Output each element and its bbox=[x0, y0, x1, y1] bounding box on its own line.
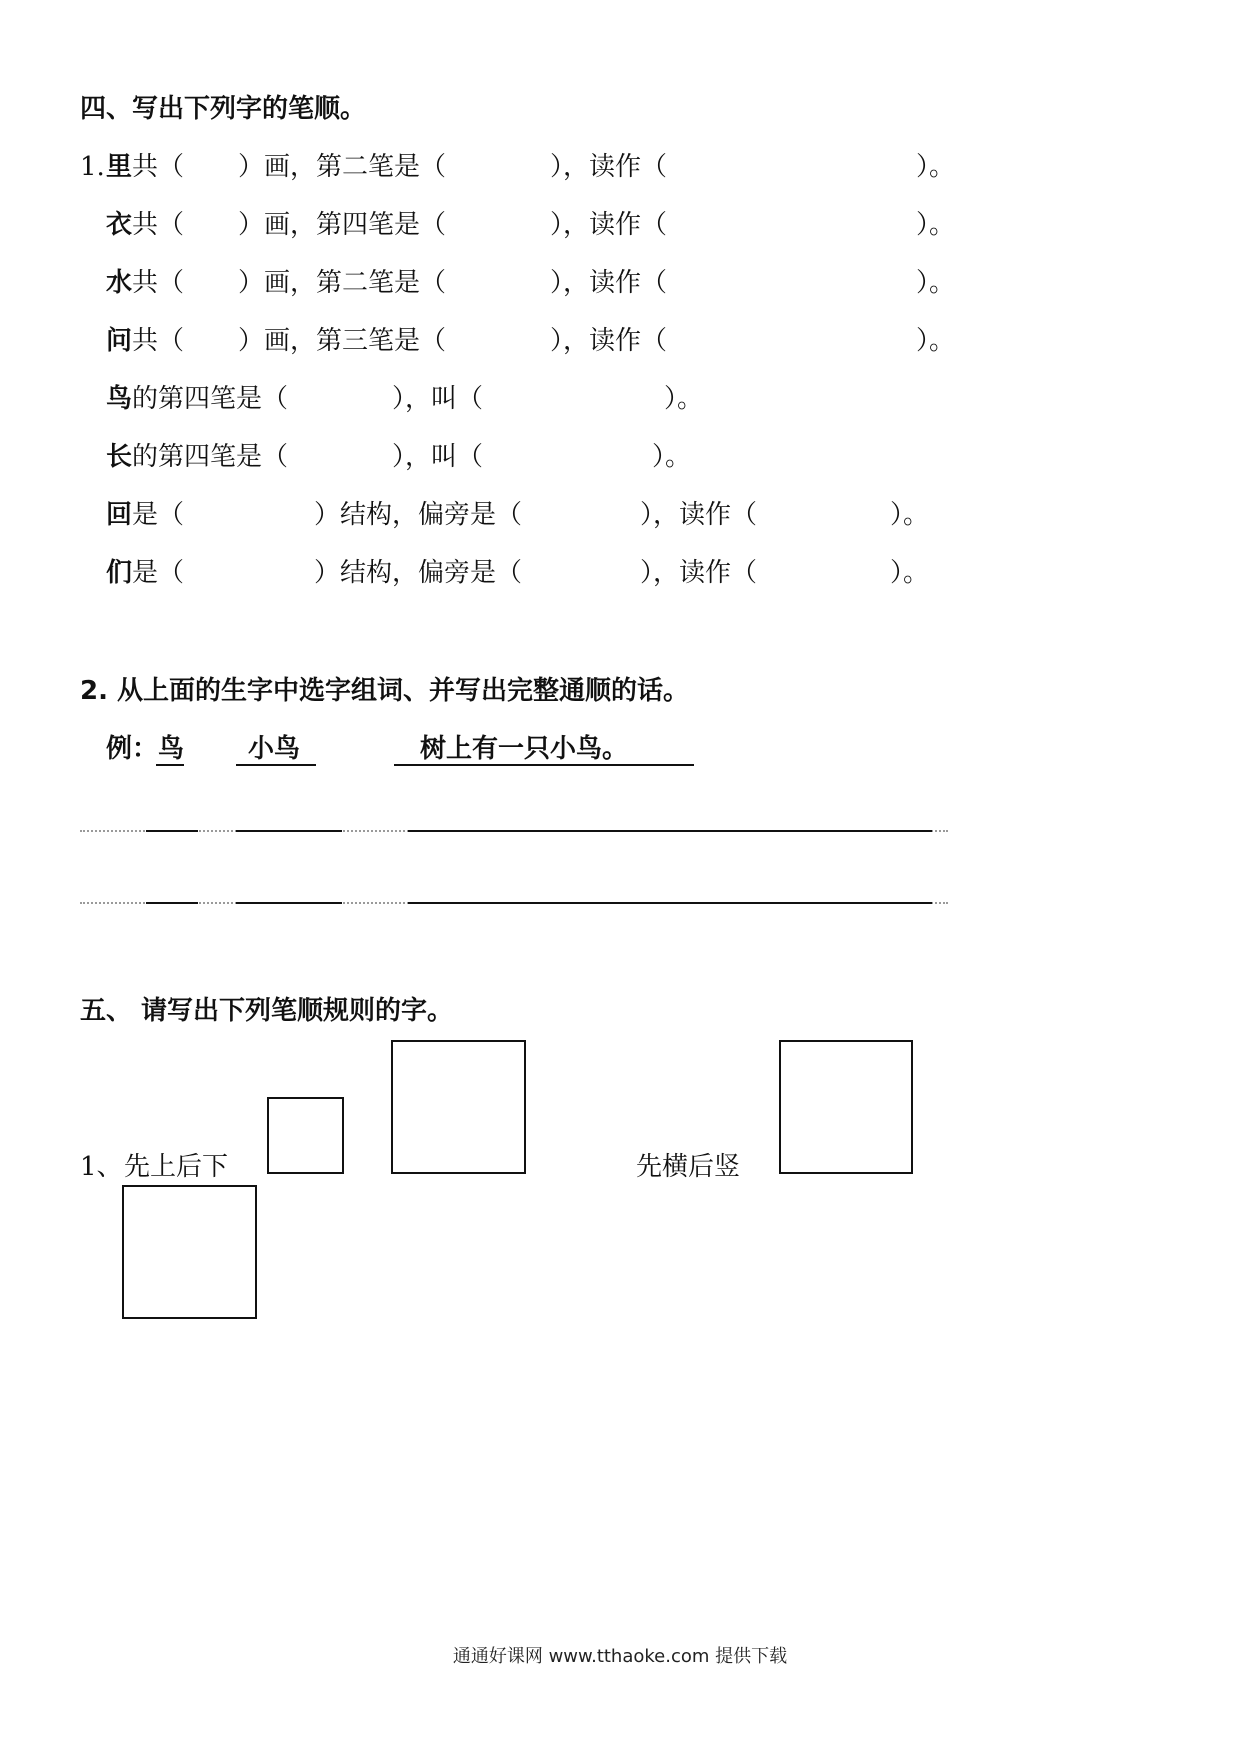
stroke-count-prompt: 共（ bbox=[132, 210, 185, 240]
target-char: 们 bbox=[106, 558, 133, 588]
example-sentence: 树上有一只小鸟。 bbox=[420, 734, 629, 764]
example-sentence-underline bbox=[394, 764, 694, 766]
row-end: ）。 bbox=[916, 326, 956, 356]
read-as-prompt: ），读作（ bbox=[550, 326, 668, 356]
target-char: 水 bbox=[106, 268, 133, 298]
structure-prompt: 是（ bbox=[132, 500, 185, 530]
target-char: 长 bbox=[106, 442, 133, 472]
stroke-count-prompt: 共（ bbox=[132, 326, 185, 356]
row-end: ）。 bbox=[890, 500, 930, 530]
section5-title: 五、 请写出下列笔顺规则的字。 bbox=[80, 996, 454, 1026]
fourth-stroke-prompt: 的第四笔是（ bbox=[132, 384, 289, 414]
called-prompt: ），叫（ bbox=[392, 384, 484, 414]
writing-box-small[interactable] bbox=[267, 1097, 344, 1174]
radical-prompt: ）结构，偏旁是（ bbox=[314, 558, 523, 588]
target-char: 衣 bbox=[106, 210, 133, 240]
row-end: ）。 bbox=[890, 558, 930, 588]
stroke-count-prompt: 共（ bbox=[132, 152, 185, 182]
stroke-order-prompt: ）画，第二笔是（ bbox=[238, 152, 447, 182]
stroke-order-prompt: ）画，第二笔是（ bbox=[238, 268, 447, 298]
answer-2-sentence-blank[interactable] bbox=[408, 902, 932, 904]
footer-source: 通通好课网 www.tthaoke.com 提供下载 bbox=[452, 1646, 788, 1667]
example-word: 小鸟 bbox=[248, 734, 301, 764]
read-as-prompt: ），读作（ bbox=[550, 268, 668, 298]
writing-box-2[interactable] bbox=[779, 1040, 913, 1174]
stroke-order-prompt: ）画，第三笔是（ bbox=[238, 326, 447, 356]
writing-box-3[interactable] bbox=[122, 1185, 257, 1319]
rule-horizontal-vertical: 先横后竖 bbox=[636, 1152, 741, 1182]
answer-1-sentence-blank[interactable] bbox=[408, 830, 932, 832]
rule-top-bottom: 先上后下 bbox=[124, 1152, 229, 1182]
structure-prompt: 是（ bbox=[132, 558, 185, 588]
radical-prompt: ）结构，偏旁是（ bbox=[314, 500, 523, 530]
answer-2-char-blank[interactable] bbox=[146, 902, 198, 904]
row-end: ）。 bbox=[664, 384, 704, 414]
read-as-prompt: ），读作（ bbox=[550, 152, 668, 182]
row-end: ）。 bbox=[916, 268, 956, 298]
example-char: 鸟 bbox=[158, 734, 185, 764]
row-end: ）。 bbox=[652, 442, 692, 472]
target-char: 鸟 bbox=[106, 384, 133, 414]
read-as-prompt: ），读作（ bbox=[550, 210, 668, 240]
called-prompt: ），叫（ bbox=[392, 442, 484, 472]
answer-1-char-blank[interactable] bbox=[146, 830, 198, 832]
example-word-underline bbox=[236, 764, 316, 766]
row-end: ）。 bbox=[916, 152, 956, 182]
q2-title: 2. 从上面的生字中选字组词、并写出完整通顺的话。 bbox=[80, 676, 690, 706]
target-char: 里 bbox=[106, 152, 133, 182]
row-end: ）。 bbox=[916, 210, 956, 240]
answer-2-word-blank[interactable] bbox=[236, 902, 342, 904]
q1-number: 1. bbox=[80, 152, 105, 182]
example-char-underline bbox=[156, 764, 184, 766]
target-char: 回 bbox=[106, 500, 133, 530]
answer-1-word-blank[interactable] bbox=[236, 830, 342, 832]
item-number: 1、 bbox=[80, 1152, 123, 1182]
target-char: 问 bbox=[106, 326, 133, 356]
stroke-count-prompt: 共（ bbox=[132, 268, 185, 298]
read-as-prompt: ），读作（ bbox=[640, 500, 758, 530]
fourth-stroke-prompt: 的第四笔是（ bbox=[132, 442, 289, 472]
read-as-prompt: ），读作（ bbox=[640, 558, 758, 588]
section4-title: 四、写出下列字的笔顺。 bbox=[80, 94, 367, 124]
writing-box-1[interactable] bbox=[391, 1040, 526, 1174]
example-label: 例： bbox=[106, 734, 159, 764]
stroke-order-prompt: ）画，第四笔是（ bbox=[238, 210, 447, 240]
